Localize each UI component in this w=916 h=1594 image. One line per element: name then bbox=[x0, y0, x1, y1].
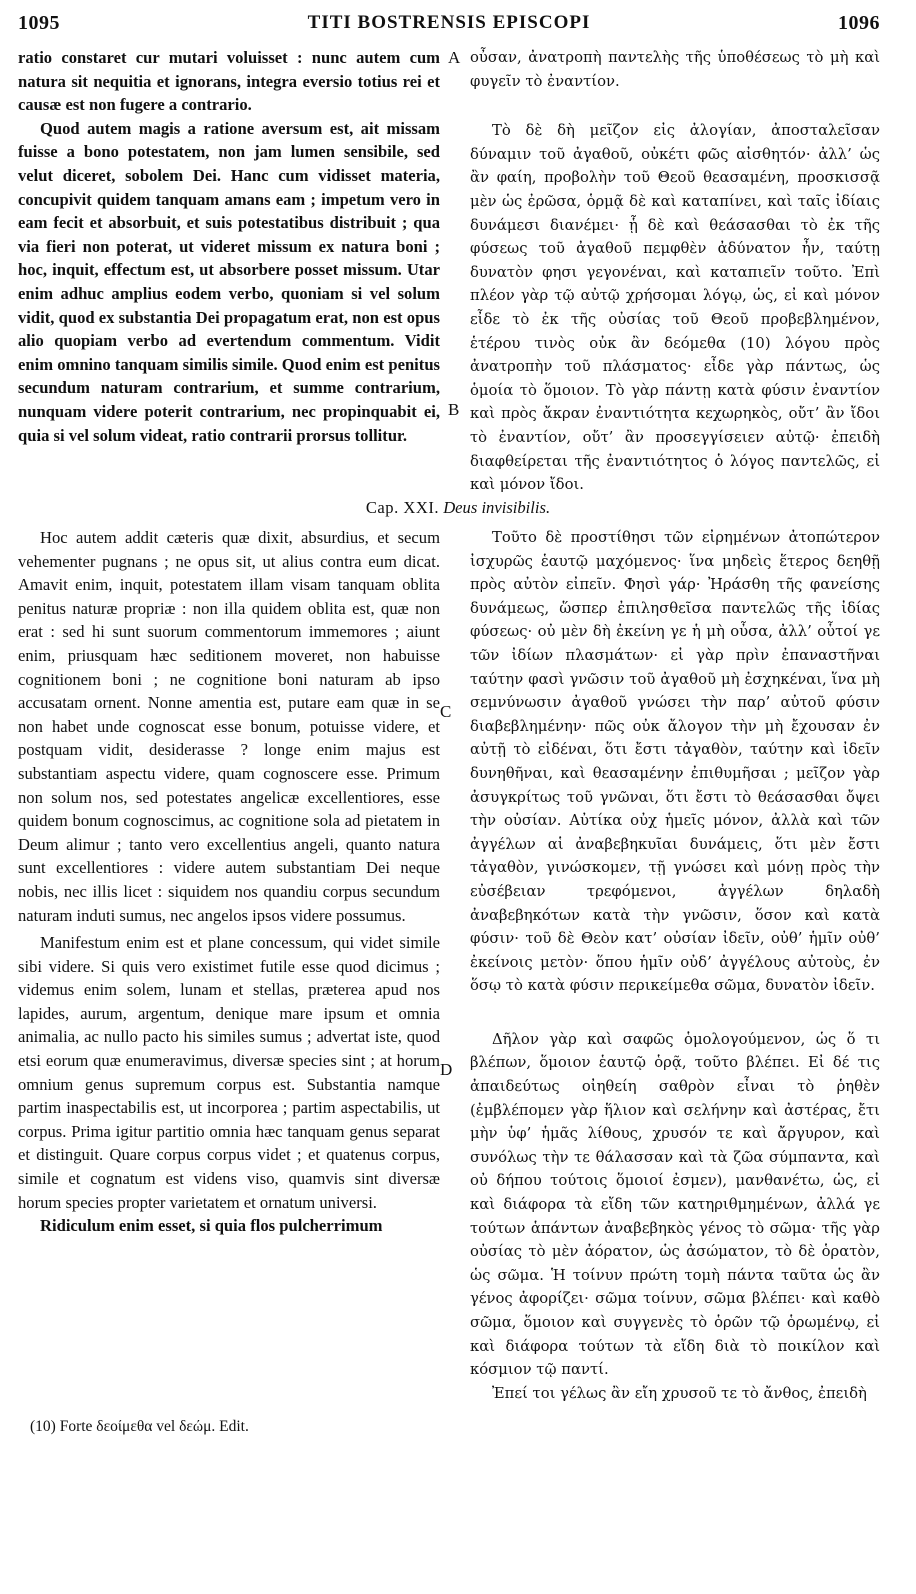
chapter-title: Deus invisibilis. bbox=[443, 498, 551, 517]
page-number-right: 1096 bbox=[838, 12, 880, 34]
latin-paragraph-2: Quod autem magis a ratione aversum est, ait missam fuisse a bono potestatem, non jam lumen sensibile, sed velut diceret, sobolem Dei. Hanc cum vidisset materia, concupivit quidem tanquam amans eam ; impetum vero in eam fecit et absorbuit, et suis potestatibus distribuit ; qua via fieri non poterat, ut videret missum ex natura boni ; hoc, inquit, effectum est, ut absorbere posset missum. Utar enim adhuc amplius eodem verbo, quoniam si vel solum vidit, quod ex substantia Dei propagatum erat, non est opus alio quopiam verbo ad evertendum commentum. Vidit enim omnino tanquam similis simile. Quod enim est penitus secundum naturam contrarium, et summe contrarium, nunquam videre poterit contrarium, nec propinquabit ei, quia si vel solum videat, ratio contrarii prorsus tollitur. bbox=[18, 118, 440, 445]
chapter-heading bbox=[0, 498, 916, 518]
margin-marker-b: B bbox=[448, 400, 460, 419]
margin-marker-d: D bbox=[440, 1060, 453, 1079]
footnote: (10) Forte δεοίμεθα vel δεώμ. Edit. bbox=[30, 1418, 249, 1435]
latin-paragraph-1: ratio constaret cur mutari voluisset : nunc autem cum natura sit nequitia et ignorans, integra eversio totius rei et causæ est non fugere a contrario. bbox=[18, 48, 440, 115]
latin-paragraph-5: Ridiculum enim esset, si quia flos pulcherrimum bbox=[40, 1216, 383, 1236]
margin-marker-a: A bbox=[448, 48, 461, 67]
latin-paragraph-3: Hoc autem addit cæteris quæ dixit, absurdius, et secum vehementer pugnans ; ne opus sit, ut alius contra eum dicat. Amavit enim, inquit, potestatem illam visam tanquam oblita penitus naturæ propriæ : non illa quidem oblita est, quæ non erat : sed hi sunt suorum commentorum immemores ; aiunt enim, priusquam hæc seditionem moveret, non habuisse cognitionem boni ; ne cognitione boni naturam ab ipso accusatam ornent. Nonne amentia est, putare eam quæ in se non habet unde cognoscat esse bonum, potuisse videre, et postquam vidit, desiderasse ? longe enim majus est substantiam aspectu videre, quam cognoscere esse. Primum non solum nos, sed potestates angelicæ excellentiores, esse quidem bonum cognoscimus, ac cognitione sola ad pietatem in Deum alimur ; tanto vero excellentius angeli, quanto natura sunt excellentiores : videre autem substantiam Dei neque nobis, nec illis licet : siquidem nos quandiu corpus secundum naturam induti sumus, nec angelos ipsos videre possumus. bbox=[18, 528, 440, 925]
greek-paragraph-3: Τοῦτο δὲ προστίθησι τῶν εἰρημένων ἀτοπώτερον ἰσχυρῶς ἑαυτῷ μαχόμενος· ἵνα μηδεὶς ἕτερος δεηθῇ πρὸς αὐτὸν εἰπεῖν. Φησὶ γάρ· Ἠράσθη τῆς φανείσης δυνάμεως, ὥσπερ ἐπιλησθεῖσα παντελῶς τῆς ἰδίας φύσεως· οὐ μὲν δὴ ἐκείνη γε ἡ μὴ οὖσα, ἀλλ’ οὗτοί γε τῶν ἰδίων πλασμάτων· εἰ γὰρ πρὶν ἐπαναστῆναι ταύτην φασὶ γνῶσιν τοῦ ἀγαθοῦ μὴ ἐσχηκέναι, ἵνα μὴ σεμνύνωσιν ἀγαθοῦ γνώσει τὴν παρ’ αὐτοῦ φύσιν διαβεβλημένην· πῶς οὐκ ἄλογον τὴν μὴ ἔχουσαν ἐν αὐτῇ τὸ εἰδέναι, ὅτι ἔστι τἀγαθὸν, ταύτην καὶ ἰδεῖν δυνηθῆναι, καὶ θεασαμένην ἐπιθυμῆσαι ; μεῖζον γὰρ ἀσυγκρίτως τοῦ γνῶναι, ὅτι ἔστι τὸ θεάσασθαι ὄψει τὴν οὐσίαν. Αὐτίκα οὐχ ἡμεῖς μόνον, ἀλλὰ καὶ τῶν ἀγγέλων αἱ ἀναβεβηκυῖαι δυνάμεις, ὅτι μὲν ἔστι τἀγαθὸν, γινώσκομεν, τῇ γνώσει καὶ μόνῃ πρὸς τὴν εὐσέβειαν τρεφόμενοι, ἀγγέλων δηλαδὴ ἀναβεβηκότων κατὰ τὴν γνῶσιν, ὅσον καὶ κατὰ φύσιν· τοῦ δὲ Θεὸν κατ’ οὐσίαν ἰδεῖν, οὐθ’ ἡμῖν οὐθ’ ἐκείνοις μετὸν· ὅπου ἡμῖν οὐδ’ ἀγγέλους αὐτοὺς, ἐν ὅσῳ τὸ κατὰ φύσιν περικείμεθα σῶμα, δυνατὸν ἰδεῖν. bbox=[470, 529, 880, 995]
greek-paragraph-5: Ἐπεί τοι γέλως ἂν εἴη χρυσοῦ τε τὸ ἄνθος, ἐπειδὴ bbox=[492, 1384, 867, 1402]
greek-column-top bbox=[470, 46, 880, 497]
latin-paragraph-4: Manifestum enim est et plane concessum, qui videt simile sibi videre. Si quis vero existimet futile esse quod dicimus ; videmus enim solem, lunam et stellas, præterea apud nos lapides, aurum, argentum, denique mare ipsum et omnia animalia, ac nullo pacto his similes sumus ; advertat iste, quod etsi eorum quæ enumeravimus, diversæ species sint ; at horum omnium genus supremum corpus est. Substantia namque partim inaspectabilis est, ut incorporea ; partim aspectabilis, ut corpus. Prima igitur partitio omnia hæc tanquam genus separat et distinguit. Quare corpus corpus videt ; et quatenus corpus, simile et cognatum est videns viso, quamvis sint diversæ horum species propter varietatem et ornatum universi. bbox=[18, 933, 440, 1212]
greek-paragraph-4: Δῆλον γὰρ καὶ σαφῶς ὁμολογούμενον, ὡς ὅ τι βλέπων, ὅμοιον ἑαυτῷ ὁρᾷ, τοῦτο βλέπει. Εἰ δέ τις ἀπαιδεύτως οἰηθείη σαθρὸν εἶναι τὸ ῥηθὲν (ἐμβλέπομεν γὰρ ἥλιον καὶ σελήνην καὶ ἀστέρας, ἔτι μὴν ὑφ’ ἡμᾶς λίθους, χρυσόν τε καὶ ἄργυρον, καὶ συνόλως τὴν τε θάλασσαν καὶ τὰ ζῶα σύμπαντα, καὶ οὐ δήπου τούτοις ὅμοιοί ἐσμεν), μανθανέτω, ὡς, εἰ καὶ διάφορα τὰ εἴδη τῶν κατηριθμημένων, ἀλλά γε τούτων ἁπάντων ἀναβεβηκὸς γένος τὸ σῶμα· τῆς γὰρ οὐσίας τὸ μὲν ἀόρατον, ὡς ἀσώματον, τὸ δὲ ὁρατὸν, ὡς σῶμα. Ἡ τοίνυν πρώτη τομὴ πάντα ταῦτα ὡς ἂν γένος ἀφορίζει· σῶμα τοίνυν, σῶμα βλέπει· καὶ καθὸ σῶμα, ὅμοιον καὶ συγγενὲς τὸ ὁρῶν τῷ ὁρωμένῳ, εἰ καὶ διάφορα τούτων τὰ εἴδη διὰ τὸ ποικίλον καὶ κόσμιον τῷ παντί. bbox=[470, 1030, 880, 1379]
margin-marker-c: C bbox=[440, 702, 452, 721]
latin-column-bottom bbox=[18, 526, 440, 1238]
greek-paragraph-2: Τὸ δὲ δὴ μεῖζον εἰς ἀλογίαν, ἀποσταλεῖσαν δύναμιν τοῦ ἀγαθοῦ, οὐκέτι φῶς αἰσθητόν· ἀλλ’ ὡς ἂν φαίη, προβολὴν τοῦ Θεοῦ θεασαμένη, προσκισσᾷ μὲν ὡς ἐρῶσα, ὁρμᾷ δὲ καὶ καταπίνει, καὶ ταῖς ἰδίαις δυνάμεσι διανέμει· ᾗ δὲ καὶ θεάσασθαι τὸ ἐκ τῆς φύσεως τοῦ ἀγαθοῦ πεμφθὲν ἀδύνατον ἦν, ταύτῃ δυνατὸν φησι γεγονέναι, καὶ καταπιεῖν τοῦτο. Ἐπὶ πλέον γὰρ τῷ αὐτῷ χρήσομαι λόγῳ, ὡς, εἰ καὶ μόνον εἶδε τὸ ἐκ τῆς οὐσίας τοῦ Θεοῦ προβεβλημένον, ἑτέρου τινὸς οὐκ ἂν δεόμεθα (10) λόγου πρὸς ἀνατροπὴν τοῦ πλάσματος· εἶδε γὰρ πάντως, ὡς ὁμοία τὸ ὅμοιον. Τὸ γὰρ πάντῃ κατὰ φύσιν ἐναντίον καὶ πρὸς ἄκραν ἐναντιότητα κεχωρηκὸς, οὔτ’ ἂν ἴδοι τὸ ἐναντίον, οὔτ’ ἂν προσεγγίσειεν αὐτῷ· ἐπειδὴ διαφθείρεται τῆς ἐναντιότητος ὁ λόγος παντελῶς, εἰ καὶ μόνον ἴδοι. bbox=[470, 122, 880, 494]
latin-column-top bbox=[18, 46, 440, 447]
chapter-label: Cap. XXI. bbox=[365, 498, 440, 517]
greek-paragraph-1: οὖσαν, ἀνατροπὴ παντελὴς τῆς ὑποθέσεως τὸ μὴ καὶ φυγεῖν τὸ ἐναντίον. bbox=[470, 49, 880, 90]
page-number-left: 1095 bbox=[18, 12, 60, 34]
page-header bbox=[18, 12, 880, 38]
running-title: TITI BOSTRENSIS EPISCOPI bbox=[307, 12, 591, 33]
greek-column-bottom bbox=[470, 526, 880, 1405]
